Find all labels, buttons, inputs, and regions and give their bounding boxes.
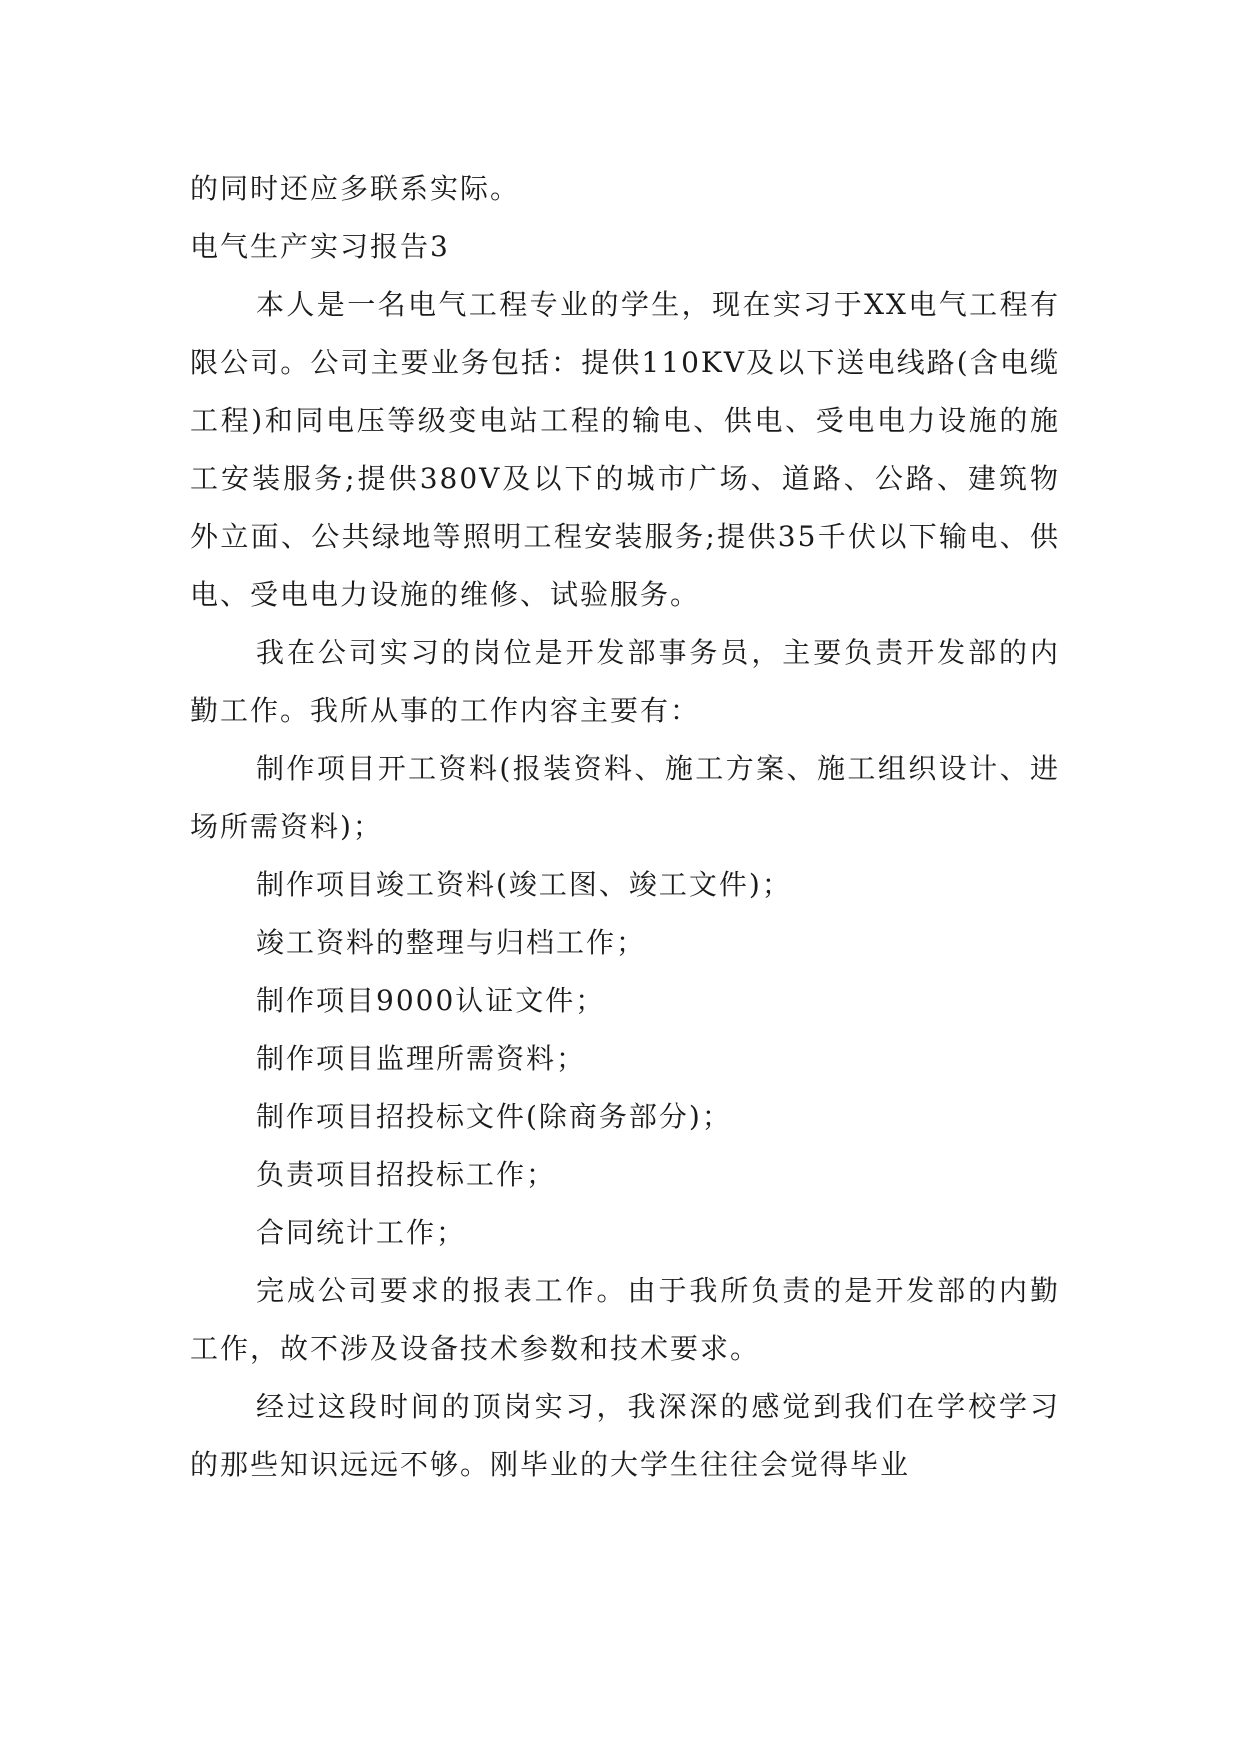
list-item: 制作项目监理所需资料； (256, 1042, 587, 1075)
paragraph-reflection: 经过这段时间的顶岗实习，我深深的感觉到我们在学校学习的那些知识远远不够。刚毕业的大学生往往会觉得毕业 (190, 1390, 1060, 1481)
list-item: 制作项目竣工资料(竣工图、竣工文件)； (256, 868, 792, 901)
paragraph-position: 我在公司实习的岗位是开发部事务员，主要负责开发部的内勤工作。我所从事的工作内容主要有： (190, 636, 1060, 727)
list-item: 合同统计工作； (256, 1216, 467, 1249)
list-item: 制作项目开工资料(报装资料、施工方案、施工组织设计、进场所需资料)； (190, 752, 1060, 843)
list-item: 制作项目招投标文件(除商务部分)； (256, 1100, 732, 1133)
paragraph-company-intro: 本人是一名电气工程专业的学生，现在实习于XX电气工程有限公司。公司主要业务包括：提供110KV及以下送电线路(含电缆工程)和同电压等级变电站工程的输电、供电、受电电力设施的施工安装服务;提供380V及以下的城市广场、道路、公路、建筑物外立面、公共绿地等照明工程安装服务;提供35千伏以下输电、供电、受电电力设施的维修、试验服务。 (190, 288, 1060, 611)
document-body (190, 160, 1060, 1494)
paragraph-continuation: 的同时还应多联系实际。 (190, 172, 521, 205)
list-item: 负责项目招投标工作； (256, 1158, 557, 1191)
list-item: 制作项目9000认证文件； (256, 984, 606, 1017)
paragraph-reports: 完成公司要求的报表工作。由于我所负责的是开发部的内勤工作，故不涉及设备技术参数和技术要求。 (190, 1274, 1060, 1365)
list-item: 竣工资料的整理与归档工作； (256, 926, 647, 959)
section-heading: 电气生产实习报告3 (190, 230, 450, 263)
